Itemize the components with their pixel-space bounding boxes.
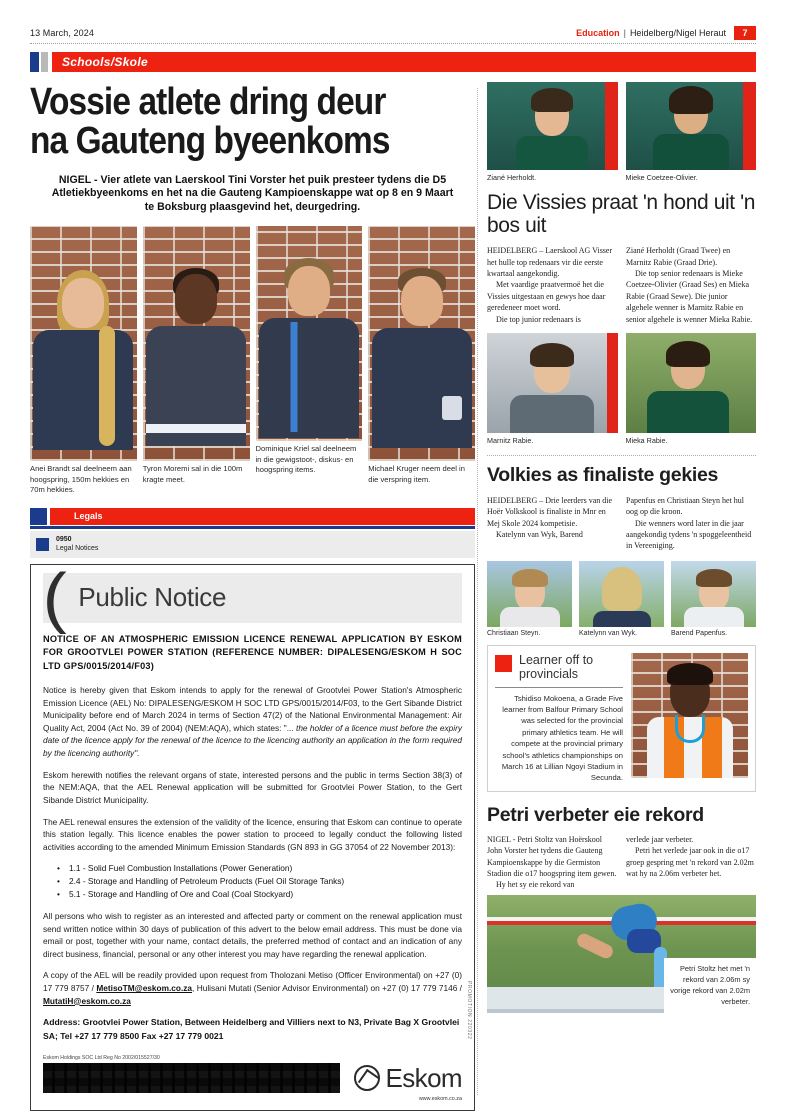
legals-bar (30, 508, 475, 525)
learner-box-photo-side (631, 653, 748, 784)
vissies-para: HEIDELBERG – Laerskool AG Visser het hulle top redenaars vir die eerste kwartaal aangekondig. (487, 246, 613, 279)
public-notice-para-2: Eskom herewith notifies the relevant organs of state, interested persons and the public in terms Section 38(3) of the NEM:AQA, that the AEL Renewal application will be submitted for Grootvlei Power Station, to the Gert Sibande District Municipality. (43, 769, 462, 805)
activity-item: • 2.4 - Storage and Handling of Petroleum Products (Fuel Oil Storage Tanks) (57, 875, 462, 888)
public-notice-advert (30, 559, 475, 1111)
public-notice-header: ( Public Notice (43, 573, 462, 623)
eskom-website-url: www.eskom.co.za (418, 1095, 462, 1102)
advert-side-code: PROMOTION 220322 (466, 981, 472, 1040)
photo-mieke-coetzee-olivier (626, 82, 757, 170)
petri-para: verlede jaar verbeter. (626, 834, 694, 844)
lead-photo-caption-1: Anei Brandt sal deelneem aan hoogspring, 150m hekkies en 70m hekkies. (30, 464, 132, 495)
volkies-body-col-2 (626, 495, 756, 552)
left-column (30, 82, 475, 1111)
volkies-para: HEIDELBERG – Drie leerders van die Hoër Volkskool is finaliste in Mnr en Mej Skole 2024 kompetisie. (487, 495, 613, 528)
eskom-mark-icon (354, 1065, 380, 1091)
page-number: 7 (734, 26, 756, 40)
para-1-quote: the holder of a licence must before the expiry date of the licence apply for the renewal of the licence to the licencing authority an application in the form required by the licencing authority". (43, 722, 462, 759)
volkies-photo-caption-1: Christiaan Steyn. (487, 629, 541, 637)
petri-body (487, 834, 756, 891)
volkies-body (487, 495, 756, 552)
activity-item: • 5.1 - Storage and Handling of Ore and Coal (Coal Stockyard) (57, 888, 462, 901)
public-notice-title: NOTICE OF AN ATMOSPHERIC EMISSION LICENCE RENEWAL APPLICATION BY ESKOM FOR GROOTVLEI POWER STATION (REFERENCE NUMBER: DIPALESENG/ESKOM H SOC LTD GPS/0015/2014/F03) (43, 633, 462, 672)
vissies-photo-caption-3: Marnitz Rabie. (487, 435, 534, 445)
email-link-metiso[interactable]: MetisoTM@eskom.co.za (96, 982, 193, 993)
masthead-rule (30, 43, 756, 44)
vissies-photo-caption-1: Ziané Herholdt. (487, 173, 537, 182)
section-name: Education (576, 28, 620, 38)
vissies-top-photos (487, 82, 756, 182)
section-gray-marker (41, 52, 48, 72)
eskom-logo-row (43, 1063, 462, 1094)
section-divider-1 (487, 455, 756, 456)
section-blue-marker (30, 52, 39, 72)
volkies-photo-caption-2: Katelynn van Wyk. (579, 629, 637, 637)
public-notice-para-5 (43, 969, 462, 1007)
legals-bar-label: Legals (74, 511, 103, 522)
publication-date: 13 March, 2024 (30, 28, 94, 38)
para-5-text-a: A copy of the AEL will be readily provided upon request from Tholozani Metiso (Officer Environmental) on +27 (0) 17 779 8757 / (43, 970, 462, 993)
lead-photo-cell-4 (368, 226, 475, 495)
section-bar-strip (52, 52, 756, 72)
vissies-photo-caption-4: Mieka Rabie. (625, 435, 668, 445)
volkies-photo-cell-2 (579, 561, 664, 637)
petri-headline: Petri verbeter eie rekord (487, 803, 704, 826)
volkies-para: Papenfus en Christiaan Steyn het hul oog op die kroon. (626, 495, 744, 517)
legals-bar-strip (50, 508, 475, 525)
masthead (30, 26, 756, 43)
volkies-photo-cell-3 (671, 561, 756, 637)
public-notice-heading: Public Notice (78, 582, 227, 613)
learner-box-text-side (495, 653, 623, 784)
photo-christiaan-steyn (487, 561, 572, 627)
volkies-para: Die wenners word later in die jaar aangekondig tydens 'n spoggeleentheid in Vereeniging. (626, 518, 752, 551)
eskom-registration: Eskom Holdings SOC Ltd Reg No 2002/015527/30 (43, 1054, 160, 1061)
petri-para: Hy het sy eie rekord van (496, 880, 575, 890)
vissies-photo-cell-2 (626, 82, 757, 182)
petri-body-col-2 (626, 834, 756, 891)
volkies-photo-caption-3: Barend Papenfus. (671, 629, 728, 637)
vissies-bottom-photos (487, 333, 756, 445)
right-column (487, 82, 756, 1111)
photo-barend-papenfus (671, 561, 756, 627)
eskom-wordmark: Eskom (385, 1062, 462, 1093)
section-bar-label: Schools/Skole (62, 55, 148, 69)
photo-petri-stoltz-high-jump (487, 895, 756, 1013)
learner-box-title: Learner off to provincials (519, 652, 594, 681)
lead-headline-line2: na Gauteng byeenkoms (30, 119, 390, 162)
lead-photo-cell-2 (143, 226, 250, 495)
vissies-para: Die top junior redenaars is (496, 314, 581, 324)
photo-michael-kruger (368, 226, 475, 461)
masthead-separator: | (623, 28, 626, 38)
volkies-photos (487, 561, 756, 637)
learner-off-to-provincials-box (487, 645, 756, 792)
lead-photo-caption-4: Michael Kruger neem deel in die verspring item. (368, 464, 465, 484)
email-link-mutati[interactable]: MutatiH@eskom.co.za (43, 995, 131, 1006)
volkies-para: Katelynn van Wyk, Barend (496, 529, 583, 539)
legals-blue-marker (30, 508, 47, 525)
photo-tyron-moremi (143, 226, 250, 461)
eskom-pattern-band (43, 1063, 340, 1093)
public-notice-activity-list (57, 862, 462, 901)
red-square-icon (495, 655, 512, 672)
vissies-para: Die top senior redenaars is Mieke Coetzee-Olivier (Graad Ses) en Mieka Rabie (Graad Sewe). Die junior algehele wenner is Marnitz Rabie en senior algehele is wenner Mieka Rabie. (626, 269, 753, 324)
legals-subheader-text (56, 535, 98, 554)
volkies-photo-cell-1 (487, 561, 572, 637)
eskom-logo (340, 1063, 462, 1094)
vissies-photo-caption-2: Mieke Coetzee-Olivier. (625, 173, 698, 182)
legals-rule (30, 526, 475, 529)
petri-para: Petri het verlede jaar ook in die o17 groep gespring met 'n rekord van 2.02m wat hy na 2.06m verbeter het. (626, 846, 754, 878)
learner-box-title-row (495, 653, 623, 681)
petri-inset-caption: Petri Stoltz het met 'n rekord van 2.06m sy vorige rekord van 2.02m verbeter. (664, 958, 756, 1012)
public-notice-para-3: The AEL renewal ensures the extension of the validity of the licence, ensuring that Eskom can continue to operate this station legally. This licence enables the power station to proceed to legally conduct the following listed activities according to the amended Minimum Emission Standards (GN 893 in GG 37054 of 22 November 2013): (43, 816, 462, 852)
lead-photo-caption-3: Dominique Kriel sal deelneem in die gewigstoot-, diskus- en hoogspring items. (255, 444, 357, 475)
volkies-body-col-1 (487, 495, 617, 552)
lead-intro: NIGEL - Vier atlete van Laerskool Tini Vorster het puik presteer tydens die D5 Atletiekbyeenkoms en het na die Gauteng Kampioenskappe wat op 8 en 9 Maart te Boksburg plaasgevind het, deurgedring. (51, 173, 454, 213)
section-bar (30, 52, 756, 72)
photo-marnitz-rabie (487, 333, 618, 433)
vissies-photo-cell-1 (487, 82, 618, 182)
legals-subheader (30, 531, 475, 558)
photo-katelynn-van-wyk (579, 561, 664, 627)
photo-ziane-herholdt (487, 82, 618, 170)
public-notice-para-1 (43, 684, 462, 760)
masthead-right (576, 26, 756, 40)
legals-code: 0950 (56, 535, 72, 543)
learner-box-body: Tshidiso Mokoena, a Grade Five learner from Balfour Primary School was selected for the provincial primary athletics team. He will compete at the provincial primary school's athletics championships on March 16 at Lillian Ngoyi Stadium in Secunda. (501, 693, 623, 783)
vissies-headline: Die Vissies praat 'n hond uit 'n bos uit (487, 191, 755, 237)
photo-tshidiso-mokoena (631, 653, 748, 778)
para-1-text: Notice is hereby given that Eskom intends to apply for the renewal of Grootvlei Power Station's Atmospheric Emission Licence (AEL) No: DIPALESENG/ESKOM H SOC LTD GPS/0015/2014/F03, to the Gert Sibande District Municipality before end of March 2024 in terms of Section 47(2) of the National Environmental Management: Air Quality Act, 2004 (Act No. 39 of 2004) (NEM:AQA), which states: "... (43, 685, 462, 733)
vissies-body-col-2 (626, 245, 756, 325)
public-notice-para-4: All persons who wish to register as an interested and affected party or comment on the renewal application must send written notice within 30 days of publication of this advert to the below email address. This must be done via email or post, together with your name, contact details, the preferred method of contact and an indication of any direct business, financial, personal or any other interest you may have regarding the renewal application. (43, 910, 462, 959)
petri-body-col-1 (487, 834, 617, 891)
vissies-body (487, 245, 756, 325)
lead-photo-strip (30, 226, 475, 495)
public-notice-address: Address: Grootvlei Power Station, Between Heidelberg and Villiers next to N3, Private Bag X Grootvlei SA; Tel +27 17 779 8500 Fax +27 17 779 0021 (43, 1017, 460, 1041)
column-divider (477, 88, 478, 1095)
vissies-para: Ziané Herholdt (Graad Twee) en Marnitz Rabie (Graad Drie). (626, 246, 731, 267)
lead-photo-caption-2: Tyron Moremi sal in die 100m kragte meet. (142, 464, 243, 484)
volkies-headline: Volkies as finaliste gekies (487, 463, 719, 486)
vissies-photo-cell-4 (626, 333, 757, 445)
vissies-photo-cell-3 (487, 333, 618, 445)
activity-item: • 1.1 - Solid Fuel Combustion Installations (Power Generation) (57, 862, 462, 875)
page-columns (30, 82, 756, 1111)
learner-box-rule (495, 687, 623, 688)
lead-photo-cell-3 (256, 226, 363, 495)
petri-para: NIGEL - Petri Stoltz van Hoërskool John Vorster het tydens die Gauteng Kampioenskappe by die Germiston Stadion die o17 hoogspring item gewen. (487, 834, 617, 878)
eskom-footer (43, 1055, 462, 1102)
lead-photo-cell-1 (30, 226, 137, 495)
legals-blue-square (36, 538, 49, 551)
photo-dominique-kriel (256, 226, 363, 441)
vissies-body-col-1 (487, 245, 617, 325)
publication-name: Heidelberg/Nigel Heraut (629, 28, 726, 38)
photo-anei-brandt (30, 226, 137, 461)
photo-mieka-rabie (626, 333, 757, 433)
para-5-text-b: , Hulisani Mutati (Senior Advisor Environmental) on +27 (0) 17 779 7146 / (192, 982, 462, 993)
lead-headline-line1: Vossie atlete dring deur (30, 81, 386, 123)
vissies-para: Met vaardige praatvermoë het die Vissies uitgestaan en gewys hoe daar geredeneer moet word. (487, 280, 606, 313)
legals-subtitle: Legal Notices (56, 545, 99, 553)
